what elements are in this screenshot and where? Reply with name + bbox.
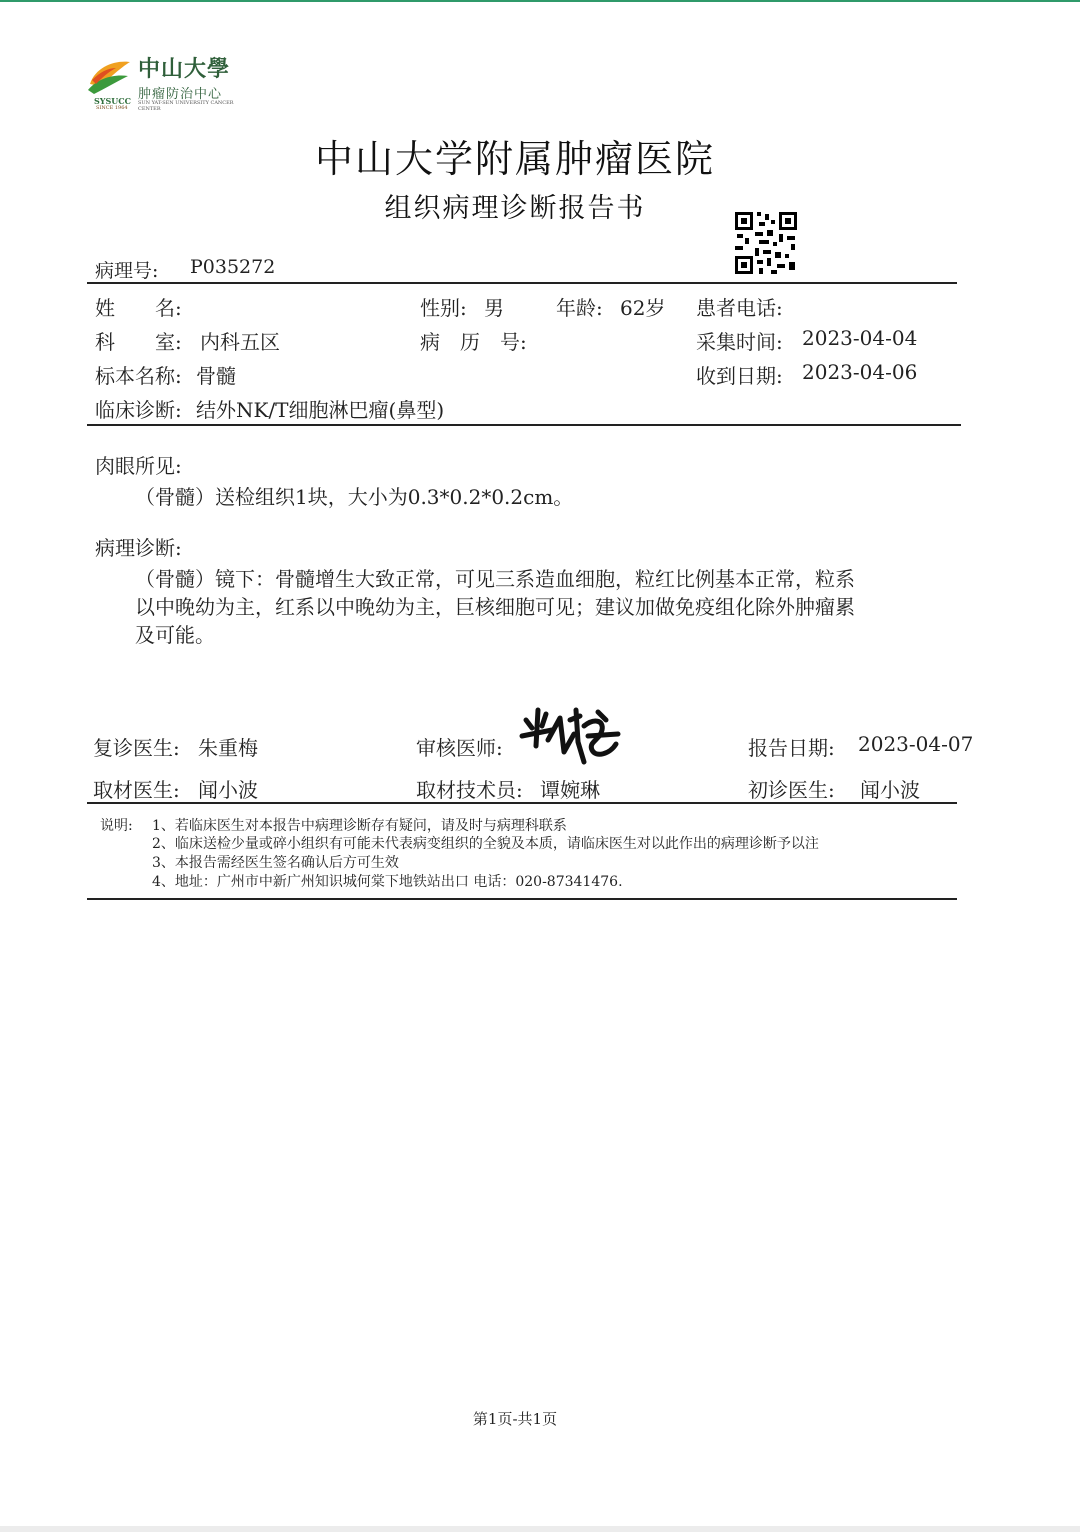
pathology-no-label: 病理号: bbox=[95, 260, 159, 282]
review-doctor: 朱重梅 bbox=[198, 736, 258, 760]
diagnosis-line-2: 以中晚幼为主，红系以中晚幼为主，巨核细胞可见；建议加做免疫组化除外肿瘤累 bbox=[135, 595, 855, 619]
clinical-label: 临床诊断: bbox=[95, 398, 182, 422]
logo-since: SINCE 1964 bbox=[96, 105, 128, 111]
bottom-edge bbox=[0, 1526, 1080, 1532]
signature-rule bbox=[87, 802, 957, 804]
dept-label: 科 室: bbox=[95, 330, 182, 354]
handwritten-signature bbox=[518, 706, 622, 770]
review-doctor-label: 复诊医生: bbox=[93, 736, 180, 760]
report-date: 2023-04-07 bbox=[858, 732, 974, 756]
diagnosis-label: 病理诊断: bbox=[95, 536, 182, 560]
notes-label: 说明: bbox=[100, 818, 133, 834]
name-label: 姓 名: bbox=[95, 296, 182, 320]
info-rule bbox=[87, 424, 961, 426]
phone-label: 患者电话: bbox=[696, 296, 783, 320]
notes-rule bbox=[87, 898, 957, 900]
report-title: 组织病理诊断报告书 bbox=[384, 193, 646, 224]
specimen-value: 骨髓 bbox=[196, 364, 236, 388]
diagnosis-line-1: （骨髓）镜下：骨髓增生大致正常，可见三系造血细胞，粒红比例基本正常，粒系 bbox=[135, 567, 855, 591]
top-border bbox=[0, 0, 1080, 2]
logo-center-name: 肿瘤防治中心 bbox=[138, 87, 223, 102]
initial-doctor: 闻小波 bbox=[860, 778, 920, 802]
record-label: 病 历 号: bbox=[420, 330, 527, 354]
note-1: 1、若临床医生对本报告中病理诊断存有疑问，请及时与病理科联系 bbox=[152, 818, 567, 834]
collect-label: 采集时间: bbox=[696, 330, 783, 354]
gender-value: 男 bbox=[484, 296, 504, 320]
logo-university-name: 中山大學 bbox=[138, 56, 231, 82]
audit-doctor-label: 审核医师: bbox=[416, 736, 503, 760]
note-2: 2、临床送检少量或碎小组织有可能未代表病变组织的全貌及本质，请临床医生对以此作出的病理诊断予以注 bbox=[152, 836, 819, 852]
header-rule bbox=[87, 282, 957, 284]
sampling-doctor: 闻小波 bbox=[198, 778, 258, 802]
note-3: 3、本报告需经医生签名确认后方可生效 bbox=[152, 855, 399, 871]
pathology-no: P035272 bbox=[190, 256, 276, 278]
clinical-value: 结外NK/T细胞淋巴瘤(鼻型) bbox=[196, 398, 445, 422]
specimen-label: 标本名称: bbox=[95, 364, 182, 388]
gender-label: 性别: bbox=[420, 296, 467, 320]
diagnosis-line-3: 及可能。 bbox=[135, 623, 215, 647]
gross-label: 肉眼所见: bbox=[95, 454, 182, 478]
page-number: 第1页-共1页 bbox=[472, 1410, 558, 1428]
logo-abbr: SYSUCC bbox=[94, 96, 131, 106]
hospital-logo bbox=[86, 52, 246, 114]
received-label: 收到日期: bbox=[696, 364, 783, 388]
collect-date: 2023-04-04 bbox=[802, 326, 918, 350]
age-label: 年龄: bbox=[556, 296, 603, 320]
initial-doctor-label: 初诊医生: bbox=[748, 778, 835, 802]
received-date: 2023-04-06 bbox=[802, 360, 918, 384]
logo-english-name: SUN YAT-SEN UNIVERSITY CANCER CENTER bbox=[138, 100, 234, 112]
sampling-tech-label: 取材技术员: bbox=[416, 778, 523, 802]
age-value: 62岁 bbox=[620, 296, 666, 320]
qr-code-icon bbox=[733, 210, 799, 276]
report-date-label: 报告日期: bbox=[748, 736, 835, 760]
sampling-tech: 谭婉琳 bbox=[540, 778, 600, 802]
dept-value: 内科五区 bbox=[200, 330, 280, 354]
logo-leaf-icon bbox=[86, 56, 134, 98]
sampling-doctor-label: 取材医生: bbox=[93, 778, 180, 802]
hospital-name: 中山大学附属肿瘤医院 bbox=[314, 137, 715, 181]
note-4: 4、地址：广州市中新广州知识城何棠下地铁站出口 电话：020-87341476. bbox=[152, 874, 623, 890]
gross-text: （骨髓）送检组织1块，大小为0.3*0.2*0.2cm。 bbox=[135, 485, 574, 509]
